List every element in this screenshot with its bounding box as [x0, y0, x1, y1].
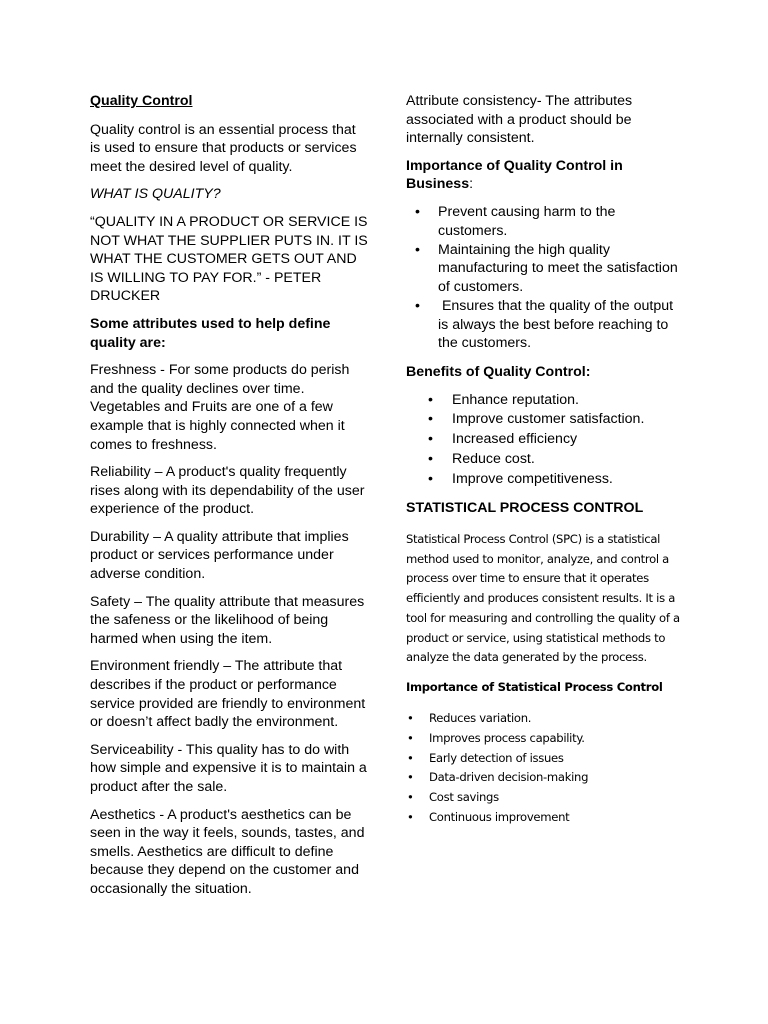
list-item: • Ensures that the quality of the output is always the best before reaching to the customers. — [406, 297, 686, 353]
attribute-safety: Safety – The quality attribute that measures the safeness or the likelihood of being harmed when using the item. — [90, 593, 365, 647]
attribute-freshness: Freshness - For some products do perish and the quality declines over time. Vegetables and Fruits are one of a few example that is highly connected when it comes to freshness. — [90, 362, 350, 453]
spc-importance-heading: Importance of Statistical Process Control — [406, 680, 663, 694]
attribute-durability: Durability – A quality attribute that implies product or services performance under adverse condition. — [90, 528, 349, 583]
importance-heading-colon: : — [469, 176, 474, 193]
document-title: Quality Control — [90, 93, 193, 109]
intro-paragraph: Quality control is an essential process that is used to ensure that products or services meet the desired level of quality. — [90, 121, 357, 175]
list-item: • Enhance reputation. — [406, 391, 686, 411]
list-item: • Reduces variation. — [406, 709, 686, 729]
list-item: • Maintaining the high quality manufacturing to meet the satisfaction of customers. — [406, 241, 686, 297]
attribute-reliability: Reliability – A product's quality frequently rises along with its dependability of the user experience of the product. — [90, 464, 365, 518]
attribute-serviceability: Serviceability - This quality has to do with how simple and expensive it is to maintain a product after the sale. — [90, 741, 367, 795]
spc-paragraph: Statistical Process Control (SPC) is a statistical method used to monitor, analyze, and control a process over time to ensure that it operates efficiently and produces consistent results. It is a tool for measuring and controlling the quality of a product or service, using statistical methods to analyze the data generated by the process. — [406, 532, 680, 665]
list-item: • Reduce cost. — [406, 450, 686, 470]
list-item: • Cost savings — [406, 788, 686, 808]
what-is-quality-heading: WHAT IS QUALITY? — [90, 186, 221, 203]
attribute-consistency: Attribute consistency- The attributes associated with a product should be internally consistent. — [406, 93, 633, 147]
importance-heading — [406, 157, 686, 194]
drucker-quote: “QUALITY IN A PRODUCT OR SERVICE IS NOT WHAT THE SUPPLIER PUTS IN. IT IS WHAT THE CUSTOMER GETS OUT AND IS WILLING TO PAY FOR.” - PETER DRUCKER — [90, 213, 368, 305]
spc-importance-list — [406, 709, 686, 828]
attribute-environment-friendly: Environment friendly – The attribute that describes if the product or performance service provided are friendly to environment or doesn’t affect badly the environment. — [90, 658, 366, 731]
benefits-heading: Benefits of Quality Control: — [406, 363, 591, 380]
list-item: • Data-driven decision-making — [406, 768, 686, 788]
attributes-heading: Some attributes used to help define quality are: — [90, 315, 331, 351]
importance-heading-text: Importance of Quality Control in Business — [406, 157, 623, 193]
left-column — [90, 92, 368, 908]
spc-heading: STATISTICAL PROCESS CONTROL — [406, 500, 644, 517]
list-item: • Continuous improvement — [406, 808, 686, 828]
list-item: • Improves process capability. — [406, 729, 686, 749]
right-column — [406, 92, 686, 838]
list-item: • Improve customer satisfaction. — [406, 410, 686, 430]
list-item: • Increased efficiency — [406, 430, 686, 450]
list-item: • Early detection of issues — [406, 749, 686, 769]
list-item: • Improve competitiveness. — [406, 470, 686, 490]
attribute-aesthetics: Aesthetics - A product's aesthetics can be seen in the way it feels, sounds, tastes, and smells. Aesthetics are difficult to define because they depend on the customer and occasionally the situation. — [90, 806, 365, 897]
list-item: • Prevent causing harm to the customers. — [406, 203, 686, 240]
benefits-list — [406, 391, 686, 490]
importance-list — [406, 203, 686, 353]
